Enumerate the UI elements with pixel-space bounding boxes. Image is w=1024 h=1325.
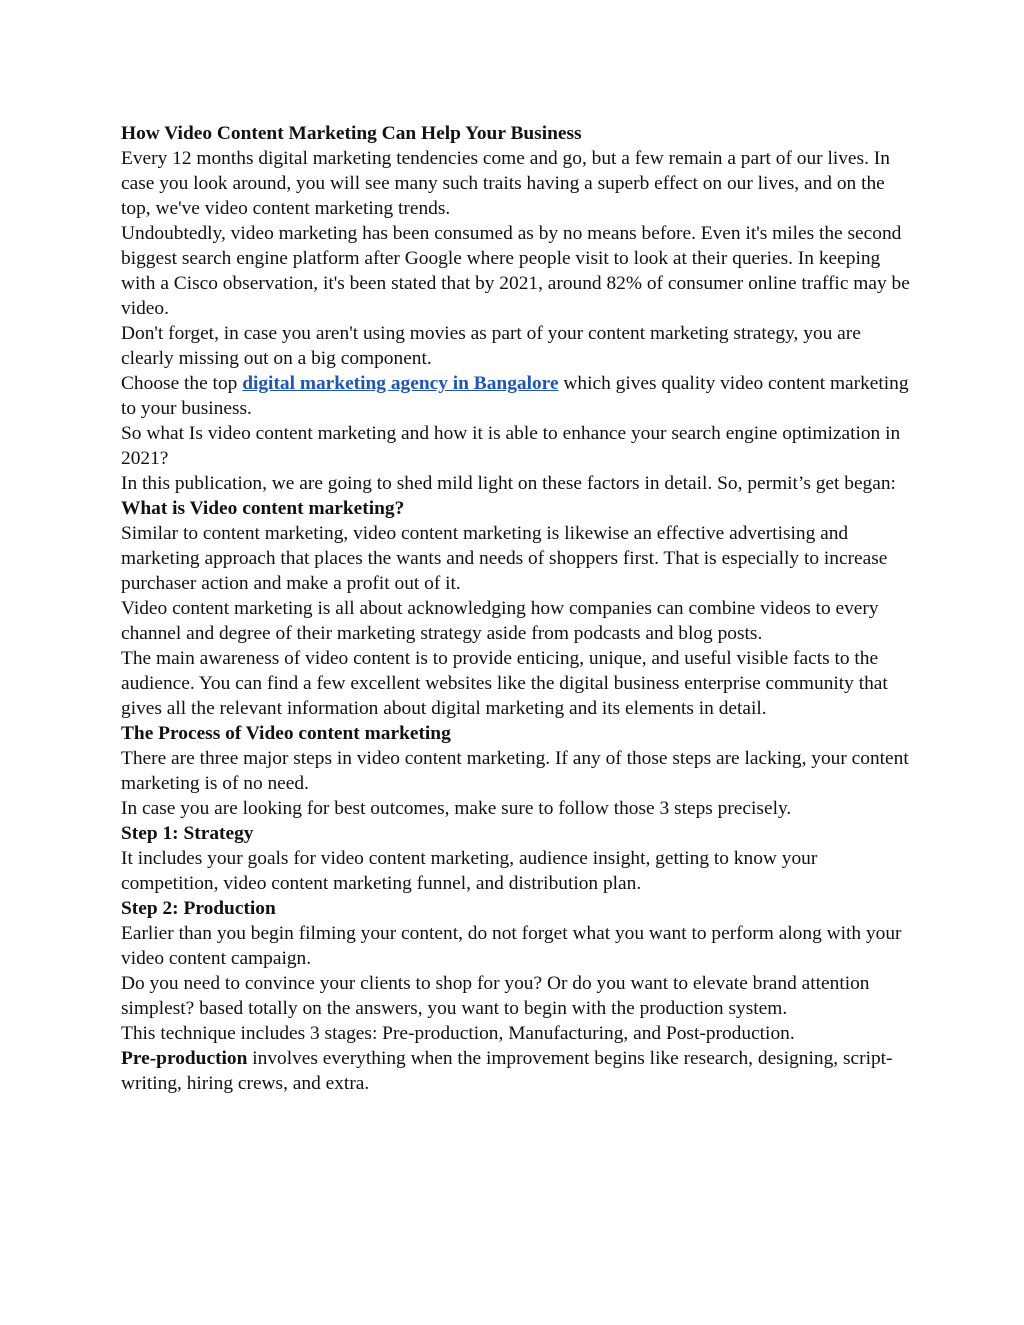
heading-what-is: What is Video content marketing? [121,498,405,519]
intro-paragraph-5: In this publication, we are going to shed mild light on these factors in detail. So, permit’s get began: [121,473,896,494]
intro-paragraph-2: Undoubtedly, video marketing has been consumed as by no means before. Even it's miles the second biggest search engine platform after Google where people visit to look at their queries. In keeping with a Cisco observation, it's been stated that by 2021, around 82% of consumer online traffic may be video. [121,223,910,319]
agency-link[interactable]: digital marketing agency in Bangalore [242,373,559,394]
cta-text-after: which gives quality video content marketing to your business. [121,373,909,419]
step-2-paragraph-2: Do you need to convince your clients to shop for you? Or do you want to elevate brand attention simplest? based totally on the answers, you want to begin with the production system. [121,973,870,1019]
preproduction-paragraph [121,1046,911,1096]
heading-step-1: Step 1: Strategy [121,823,254,844]
intro-paragraph-3: Don't forget, in case you aren't using movies as part of your content marketing strategy, you are clearly missing out on a big component. [121,323,861,369]
step-2-paragraph-1: Earlier than you begin filming your content, do not forget what you want to perform along with your video content campaign. [121,923,902,969]
cta-paragraph [121,371,911,421]
step-1-paragraph: It includes your goals for video content marketing, audience insight, getting to know your competition, video content marketing funnel, and distribution plan. [121,848,818,894]
step-2-paragraph-3: This technique includes 3 stages: Pre-production, Manufacturing, and Post-production. [121,1023,795,1044]
process-paragraph-1: There are three major steps in video content marketing. If any of those steps are lacking, your content marketing is of no need. [121,748,909,794]
document-title: How Video Content Marketing Can Help Your Business [121,123,582,144]
what-paragraph-2: Video content marketing is all about acknowledging how companies can combine videos to every channel and degree of their marketing strategy aside from podcasts and blog posts. [121,598,879,644]
preproduction-term: Pre-production [121,1048,248,1069]
preproduction-description: involves everything when the improvement begins like research, designing, script-writing, hiring crews, and extra. [121,1048,893,1094]
heading-process: The Process of Video content marketing [121,723,451,744]
process-paragraph-2: In case you are looking for best outcomes, make sure to follow those 3 steps precisely. [121,798,792,819]
intro-paragraph-1: Every 12 months digital marketing tendencies come and go, but a few remain a part of our lives. In case you look around, you will see many such traits having a superb effect on our lives, and on the top, we've video content marketing trends. [121,148,890,219]
what-paragraph-1: Similar to content marketing, video content marketing is likewise an effective advertising and marketing approach that places the wants and needs of shoppers first. That is especially to increase purchaser action and make a profit out of it. [121,523,888,594]
intro-paragraph-4: So what Is video content marketing and how it is able to enhance your search engine optimization in 2021? [121,423,901,469]
cta-text-before: Choose the top [121,373,243,394]
what-paragraph-3: The main awareness of video content is to provide enticing, unique, and useful visible facts to the audience. You can find a few excellent websites like the digital business enterprise community that gives all the relevant information about digital marketing and its elements in detail. [121,648,888,719]
document-page [121,121,911,1096]
heading-step-2: Step 2: Production [121,898,276,919]
